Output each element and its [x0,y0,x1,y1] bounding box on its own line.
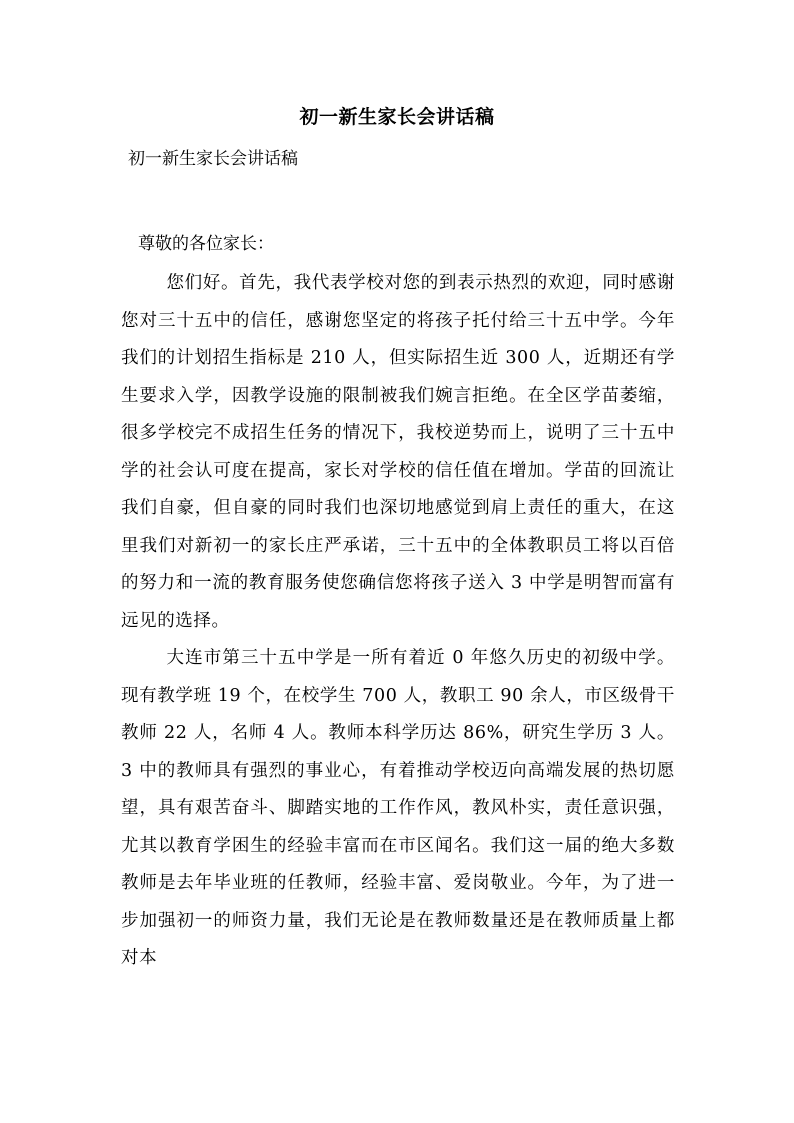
document-title: 初一新生家长会讲话稿 [299,106,495,128]
paragraph-school-intro: 大连市第三十五中学是一所有着近 0 年悠久历史的初级中学。现有教学班 19 个，在校学生 700 人，教职工 90 余人，市区级骨干教师 22 人，名师 4 人。教师本科学历达 86%，研究生学历 3 人。3 中的教师具有强烈的事业心，有着推动学校迈向高端发展的热切愿望，具有艰苦奋斗、脚踏实地的工作作风，教风朴实，责任意识强，尤其以教育学困生的经验丰富而在市区闻名。我们这一届的绝大多数教师是去年毕业班的任教师，经验丰富、爱岗敬业。今年，为了进一步加强初一的师资力量，我们无论是在教师数量还是在教师质量上都对本 [121,648,675,968]
paragraph-welcome: 您们好。首先，我代表学校对您的到表示热烈的欢迎，同时感谢您对三十五中的信任，感谢您坚定的将孩子托付给三十五中学。今年我们的计划招生指标是 210 人，但实际招生近 300 人，近期还有学生要求入学，因教学设施的限制被我们婉言拒绝。在全区学苗萎缩，很多学校完不成招生任务的情况下，我校逆势而上，说明了三十五中学的社会认可度在提高，家长对学校的信任值在增加。学苗的回流让我们自豪，但自豪的同时我们也深切地感觉到肩上责任的重大，在这里我们对新初一的家长庄严承诺，三十五中的全体教职员工将以百倍的努力和一流的教育服务使您确信您将孩子送入 3 中学是明智而富有远见的选择。 [121,273,675,631]
document-subtitle: 初一新生家长会讲话稿 [128,149,298,169]
salutation: 尊敬的各位家长： [138,234,274,254]
document-body [121,265,675,978]
